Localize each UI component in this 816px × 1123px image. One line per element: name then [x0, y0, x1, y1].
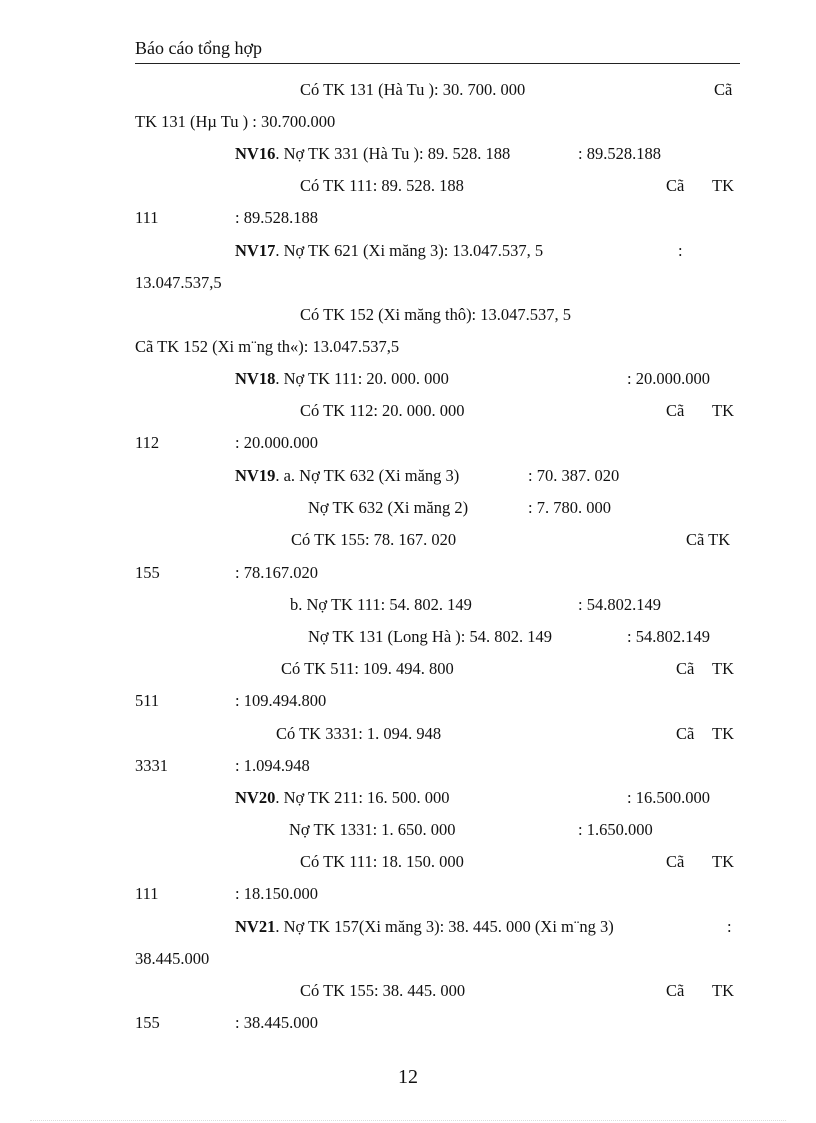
- text-line: Có TK 155: 38. 445. 000: [300, 981, 466, 1000]
- text-line: : 7. 780. 000: [528, 498, 611, 517]
- text-line: 3331: [135, 756, 168, 775]
- entry-line: NV18. Nợ TK 111: 20. 000. 000: [235, 369, 449, 388]
- text-line: : 54.802.149: [627, 627, 710, 646]
- text-line: TK: [712, 176, 734, 195]
- text-line: Nợ TK 131 (Long Hà ): 54. 802. 149: [308, 627, 552, 646]
- entry-line: NV19. a. Nợ TK 632 (Xi măng 3): [235, 466, 460, 485]
- text-line: 111: [135, 884, 159, 903]
- text-line: : 18.150.000: [235, 884, 318, 903]
- text-line: TK: [712, 852, 734, 871]
- text-line: Có TK 152 (Xi măng thô): 13.047.537, 5: [300, 305, 572, 324]
- text-line: TK: [712, 981, 734, 1000]
- text-line: Nợ TK 632 (Xi măng 2): [308, 498, 469, 517]
- text-line: Cã TK 152 (Xi m¨ng th«): 13.047.537,5: [135, 337, 400, 356]
- text-line: Nợ TK 1331: 1. 650. 000: [289, 820, 456, 839]
- text-line: Có TK 131 (Hà Tu ): 30. 700. 000: [300, 80, 526, 99]
- text-line: TK: [712, 401, 734, 420]
- page-number: 12: [398, 1066, 418, 1088]
- text-line: TK 131 (Hµ Tu ) : 30.700.000: [135, 112, 336, 131]
- text-line: : 89.528.188: [578, 144, 661, 163]
- text-line: 112: [135, 433, 160, 452]
- text-line: Có TK 3331: 1. 094. 948: [276, 724, 442, 743]
- entry-line: NV16. Nợ TK 331 (Hà Tu ): 89. 528. 188: [235, 144, 511, 163]
- text-line: 155: [135, 563, 160, 582]
- text-line: TK: [712, 659, 734, 678]
- text-line: : 54.802.149: [578, 595, 661, 614]
- text-line: : 70. 387. 020: [528, 466, 620, 485]
- text-line: b. Nợ TK 111: 54. 802. 149: [290, 595, 472, 614]
- text-line: : 16.500.000: [627, 788, 710, 807]
- text-line: Cã: [666, 981, 685, 1000]
- text-line: : 1.650.000: [578, 820, 653, 839]
- text-line: Cã: [714, 80, 733, 99]
- text-line: Có TK 111: 18. 150. 000: [300, 852, 464, 871]
- text-line: 13.047.537,5: [135, 273, 222, 292]
- entry-line: NV17. Nợ TK 621 (Xi măng 3): 13.047.537, 5: [235, 241, 544, 260]
- text-line: Cã: [666, 852, 685, 871]
- text-line: 38.445.000: [135, 949, 210, 968]
- text-line: : 1.094.948: [235, 756, 310, 775]
- text-line: Có TK 155: 78. 167. 020: [291, 530, 457, 549]
- text-line: Cã TK: [686, 530, 731, 549]
- text-line: : 109.494.800: [235, 691, 327, 710]
- text-line: 511: [135, 691, 160, 710]
- text-line: :: [678, 241, 683, 260]
- page-header: Báo cáo tổng hợp: [135, 38, 740, 64]
- text-line: Có TK 511: 109. 494. 800: [281, 659, 454, 678]
- text-line: : 38.445.000: [235, 1013, 318, 1032]
- text-line: Cã: [666, 176, 685, 195]
- text-line: : 78.167.020: [235, 563, 318, 582]
- text-line: Có TK 111: 89. 528. 188: [300, 176, 464, 195]
- text-line: Cã: [676, 724, 695, 743]
- text-line: : 20.000.000: [235, 433, 318, 452]
- text-line: 111: [135, 208, 159, 227]
- page-edge-divider: [30, 1120, 786, 1121]
- text-line: Có TK 112: 20. 000. 000: [300, 401, 465, 420]
- text-line: Cã: [666, 401, 685, 420]
- text-line: : 20.000.000: [627, 369, 710, 388]
- text-line: : 89.528.188: [235, 208, 318, 227]
- text-line: Cã: [676, 659, 695, 678]
- text-line: TK: [712, 724, 734, 743]
- entry-line: NV20. Nợ TK 211: 16. 500. 000: [235, 788, 450, 807]
- entry-line: NV21. Nợ TK 157(Xi măng 3): 38. 445. 000 (Xi m¨ng 3): [235, 917, 614, 936]
- text-line: :: [727, 917, 732, 936]
- text-line: 155: [135, 1013, 160, 1032]
